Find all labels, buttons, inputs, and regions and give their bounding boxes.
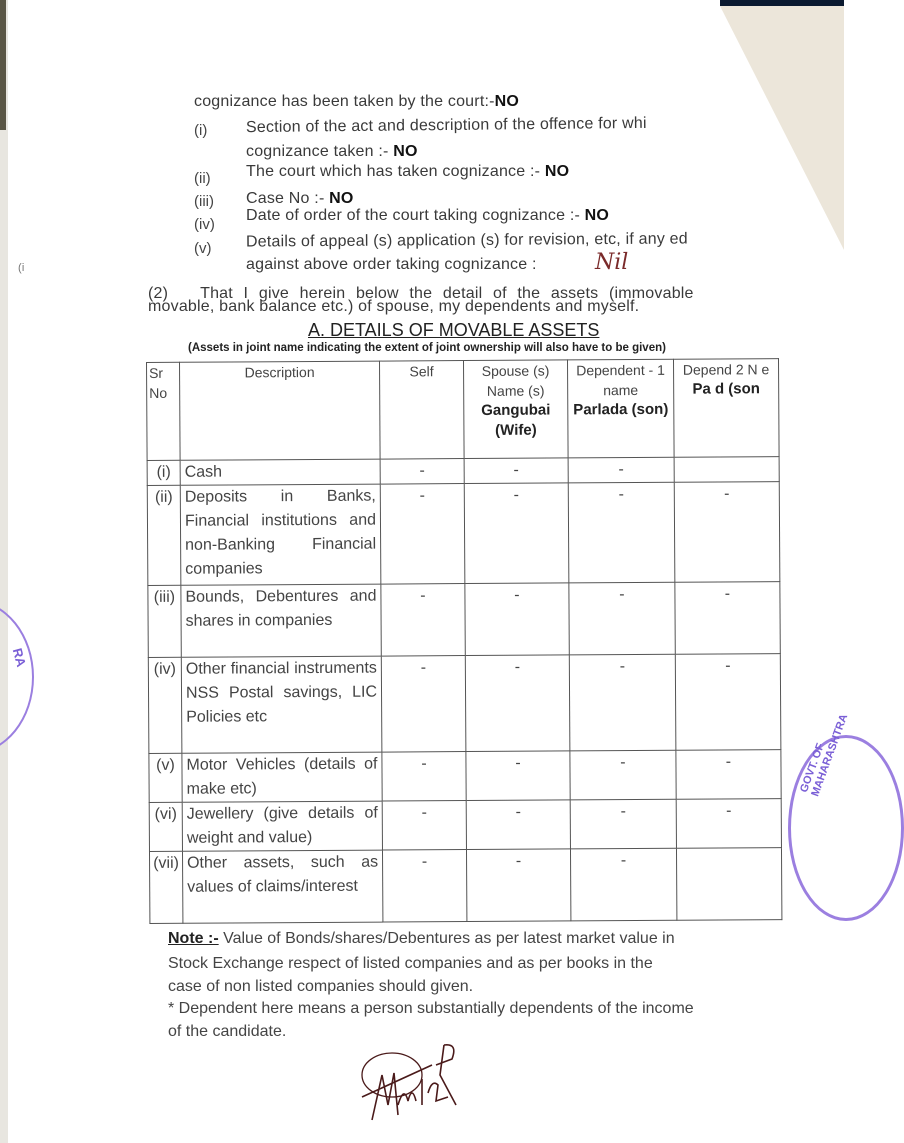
- row-self: -: [380, 484, 465, 585]
- row-dep1: -: [568, 457, 674, 483]
- table-row: [149, 799, 781, 852]
- row-srno: (vii): [149, 851, 182, 923]
- margin-mark: (i: [18, 262, 25, 274]
- intro-answer: NO: [494, 93, 520, 110]
- row-description: Jewellery (give details of weight and value): [182, 801, 382, 851]
- item-text: Date of order of the court taking cognizance :- NO: [246, 207, 610, 224]
- row-dep2: -: [675, 582, 780, 655]
- note-line: Note :- Value of Bonds/shares/Debentures as per latest market value in: [168, 930, 675, 947]
- row-self: -: [382, 850, 466, 923]
- section-title: A. DETAILS OF MOVABLE ASSETS: [308, 320, 600, 340]
- row-spouse: -: [466, 800, 570, 850]
- section-subtitle: (Assets in joint name indicating the extent of joint ownership will also have to be given): [188, 342, 666, 354]
- row-self: -: [381, 656, 466, 753]
- row-self: -: [381, 584, 465, 657]
- header-dep2-name: Pa d (son: [692, 380, 760, 398]
- item-text: Details of appeal (s) application (s) for revision, etc, if any ed: [245, 230, 688, 251]
- row-description: Motor Vehicles (details of make etc): [182, 752, 382, 802]
- item-number: (iv): [194, 216, 215, 233]
- table-row: [148, 582, 780, 658]
- header-description: Description: [180, 361, 381, 460]
- movable-assets-table: [146, 358, 782, 924]
- header-dependent-1: [567, 359, 674, 458]
- note-line: Stock Exchange respect of listed companies and as per books in the: [168, 955, 653, 972]
- header-spouse: [463, 360, 568, 459]
- row-dep2: -: [674, 482, 780, 583]
- table-row: [149, 848, 781, 924]
- header-spouse-label: Spouse (s) Name (s): [481, 362, 550, 399]
- row-description: Other assets, such as values of claims/interest: [182, 850, 382, 923]
- stamp-left-text: RA: [9, 646, 30, 669]
- row-dep2: -: [676, 750, 781, 800]
- item-continuation: against above order taking cognizance :: [246, 256, 537, 273]
- official-stamp-right: [788, 735, 904, 921]
- intro-line: [194, 92, 519, 112]
- row-dep2: [676, 848, 781, 921]
- header-srno: Sr No: [147, 362, 181, 460]
- row-srno: (ii): [147, 485, 181, 585]
- row-description: Cash: [180, 459, 380, 485]
- note-line: of the candidate.: [168, 1023, 287, 1040]
- row-self: -: [382, 801, 466, 851]
- note-line: * Dependent here means a person substantially dependents of the income: [168, 1000, 694, 1017]
- item-number: (ii): [194, 170, 211, 187]
- table-row: [147, 457, 779, 486]
- header-dep1-label: Dependent - 1 name: [576, 361, 665, 399]
- row-spouse: -: [466, 751, 570, 801]
- row-srno: (iii): [148, 585, 181, 657]
- row-srno: (vi): [149, 802, 182, 851]
- header-spouse-name: Gangubai (Wife): [481, 401, 551, 439]
- note-line: case of non listed companies should given.: [168, 978, 474, 995]
- row-dep1: -: [570, 799, 676, 849]
- table-row: [147, 482, 780, 586]
- header-dep1-name: Parlada (son): [573, 400, 669, 419]
- table-row: [148, 654, 781, 754]
- row-srno: (iv): [148, 657, 182, 753]
- row-dep2: -: [676, 799, 781, 849]
- table-row: [149, 750, 781, 803]
- item-text: Section of the act and description of the offence for whi: [245, 114, 647, 137]
- handwritten-answer: Nil: [595, 250, 629, 275]
- row-description: Bounds, Debentures and shares in companies: [181, 584, 381, 657]
- item-number: (iii): [194, 193, 214, 210]
- item-number: (i): [194, 122, 208, 139]
- item-text: The court which has taken cognizance :- NO: [246, 163, 570, 180]
- para2-line2: movable, bank balance etc.) of spouse, my dependents and myself.: [148, 298, 640, 315]
- row-srno: (i): [147, 460, 180, 485]
- item-number: (v): [194, 240, 212, 257]
- table-header-row: [147, 359, 780, 461]
- row-self: -: [380, 459, 464, 485]
- para2-line1: (2) That I give herein below the detail of the assets (immovable: [148, 285, 694, 302]
- row-spouse: -: [464, 458, 568, 484]
- row-dep1: -: [570, 750, 676, 800]
- signature: [352, 1035, 472, 1135]
- intro-text: cognizance has been taken by the court:-: [194, 93, 495, 110]
- row-description: Other financial instruments NSS Postal savings, LIC Policies etc: [181, 656, 382, 753]
- row-spouse: -: [465, 583, 569, 656]
- header-dep2-label: Depend 2 N e: [682, 361, 770, 378]
- row-dep1: -: [569, 582, 675, 655]
- note-label: Note :-: [168, 930, 219, 947]
- item-text: Case No :- NO: [246, 190, 354, 207]
- row-dep1: -: [570, 848, 676, 921]
- row-spouse: -: [464, 483, 569, 584]
- row-description: Deposits in Banks, Financial institutions and non-Banking Financial companies: [180, 484, 381, 585]
- row-dep1: -: [569, 654, 676, 751]
- row-srno: (v): [149, 753, 182, 802]
- stamp-right-text: GOVT. OF MAHARASHTRA: [798, 712, 851, 799]
- row-dep2: -: [675, 654, 781, 751]
- row-dep1: -: [568, 482, 675, 583]
- item-continuation: cognizance taken :- NO: [246, 143, 418, 160]
- row-dep2: [674, 457, 779, 483]
- header-self: Self: [379, 361, 464, 460]
- header-dependent-2: [673, 359, 779, 458]
- row-self: -: [382, 752, 466, 802]
- row-spouse: -: [465, 655, 570, 752]
- row-spouse: -: [466, 849, 570, 922]
